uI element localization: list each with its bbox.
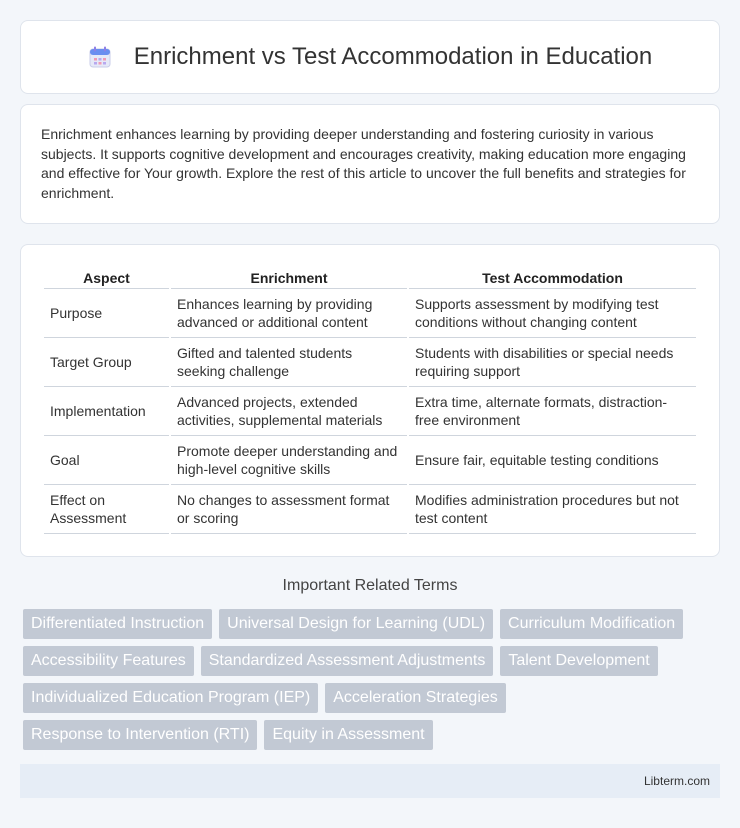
table-cell-accommodation: Modifies administration procedures but not test content [409, 485, 696, 534]
table-cell-enrichment: No changes to assessment format or scoring [171, 485, 407, 534]
related-term-tag[interactable]: Universal Design for Learning (UDL) [219, 609, 493, 639]
table-cell-aspect: Target Group [44, 338, 169, 387]
table-cell-accommodation: Students with disabilities or special needs requiring support [409, 338, 696, 387]
table-row [44, 485, 696, 534]
comparison-table-card [20, 244, 720, 557]
table-row [44, 387, 696, 436]
intro-text: Enrichment enhances learning by providing deeper understanding and fostering curiosity in various subjects. It supports cognitive development and encourages creativity, making education more engaging and effective for Your growth. Explore the rest of this article to uncover the full benefits and strategies for enrichment. [41, 126, 686, 201]
table-cell-accommodation: Ensure fair, equitable testing conditions [409, 436, 696, 485]
related-terms-title: Important Related Terms [282, 577, 458, 594]
table-cell-enrichment: Advanced projects, extended activities, supplemental materials [171, 387, 407, 436]
column-header: Aspect [44, 265, 169, 289]
related-term-tag[interactable]: Response to Intervention (RTI) [23, 720, 257, 750]
table-cell-enrichment: Gifted and talented students seeking challenge [171, 338, 407, 387]
related-term-tag[interactable]: Talent Development [500, 646, 657, 676]
header-card [20, 20, 720, 94]
table-cell-aspect: Effect on Assessment [44, 485, 169, 534]
footer [20, 764, 720, 798]
related-term-tag[interactable]: Equity in Assessment [264, 720, 432, 750]
page-title: Enrichment vs Test Accommodation in Education [133, 43, 653, 70]
comparison-table [42, 265, 698, 534]
table-cell-enrichment: Promote deeper understanding and high-level cognitive skills [171, 436, 407, 485]
related-term-tag[interactable]: Curriculum Modification [500, 609, 683, 639]
intro-card [20, 104, 720, 224]
table-row [44, 289, 696, 338]
table-cell-accommodation: Supports assessment by modifying test conditions without changing content [409, 289, 696, 338]
related-terms-list [23, 609, 723, 757]
table-row [44, 436, 696, 485]
table-cell-enrichment: Enhances learning by providing advanced or additional content [171, 289, 407, 338]
related-term-tag[interactable]: Differentiated Instruction [23, 609, 212, 639]
footer-site-link[interactable]: Libterm.com [643, 774, 710, 788]
table-header-row [44, 265, 696, 289]
table-cell-aspect: Goal [44, 436, 169, 485]
table-cell-aspect: Implementation [44, 387, 169, 436]
related-term-tag[interactable]: Acceleration Strategies [325, 683, 506, 713]
table-cell-aspect: Purpose [44, 289, 169, 338]
table-row [44, 338, 696, 387]
column-header: Enrichment [171, 265, 407, 289]
related-term-tag[interactable]: Standardized Assessment Adjustments [201, 646, 494, 676]
related-term-tag[interactable]: Accessibility Features [23, 646, 194, 676]
calendar-icon [88, 45, 112, 69]
table-cell-accommodation: Extra time, alternate formats, distraction-free environment [409, 387, 696, 436]
related-term-tag[interactable]: Individualized Education Program (IEP) [23, 683, 318, 713]
column-header: Test Accommodation [409, 265, 696, 289]
